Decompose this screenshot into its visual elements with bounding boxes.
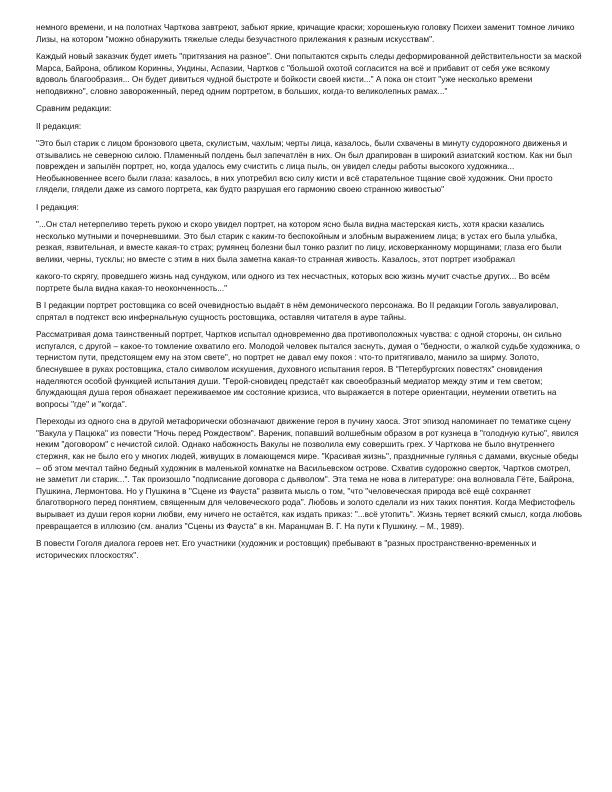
quote-edition-1-part-2: какого-то скрягу, проведшего жизнь над сундуком, или одного из тех несчастных, которых всю жизнь мучит счастье других... Во всём портрете была видна какая-то неоконченность...": [36, 271, 550, 293]
heading-compare: Сравним редакции:: [36, 103, 112, 114]
quote-edition-1-part-1: "...Он стал нетерпеливо тереть рукою и скоро увидел портрет, на котором ясно была видна мастерская кисть, хотя краски казались несколько мутными и почерневшими. Это был старик с каким-то беспокойным и злобным выражением лица; в устах его была улыбка, резкая, язвительная, и вместе какая-то страх; румянец болезни был тонко разлит по лицу, исковерканному морщинами; глаза его были велики, черны, тусклы; но вместе с этим в них была заметна какая-то странная живость. Казалось, этот портрет изображал: [36, 219, 562, 264]
quote-edition-2: "Это был старик с лицом бронзового цвета, скулистым, чахлым; черты лица, казалось, были схвачены в минуту судорожного движенья и отзывались не северною силою. Пламенный полдень был запечатлён в них. Он был драпирован в широкий азиатский костюм. Как ни был поврежден и запылён портрет, но, когда удалось ему счистить с лица пыль, он увидел следы работы высокого художника... Необыкновеннее всего были глаза: казалось, в них употребил всю силу кисти и всё старательное тщание своё художник. Они просто глядели, глядели даже из самого портрета, как будто разрушая его гармонию своею странною живостью": [36, 137, 573, 195]
paragraph-chaos-transition: Переходы из одного сна в другой метафорически обозначают движение героя в пучину хаоса. Этот эпизод напоминает по тематике сцену "Вакула у Пацюка" из повести "Ночь перед Рождеством". Вареник, попавший волшебным образом в рот кузнеца в "голодную кутью", явился неким "договором" с нечистой силой. Однако набожность Вакулы не позволила ему совершить грех. У Чарткова не было внутреннего стержня, как не было его у многих людей, живущих в ломающемся мире. "Красивая жизнь", праздничные гулянья с дамами, вкусные обеды – об этом мечтал тайно бедный художник в маленькой комнатке на Васильевском острове. Схватив судорожно сверток, Чартков смотрел, не заметит ли старик...". Так произошло "подписание договора с дьяволом". Эта тема не нова в литературе: она волновала Гёте, Байрона, Пушкина, Лермонтова. Но у Пушкина в "Сцене из Фауста" развита мысль о том, "что "человеческая природа всё ещё сохраняет благотворного перед понятием, священным для человеческого рода". Любовь и золото сделали из них таких понятия. Когда Мефистофель вырывает из души героя корни любви, ему ничего не остаётся, как издать приказ: "...всё утопить". Жизнь теряет всякий смысл, когда любовь превращается в иллюзию (см. анализ "Сцены из Фауста" в кн. Маранцман В. Г. На пути к Пушкину. – М., 1989).: [36, 416, 582, 531]
heading-edition-1: I редакция:: [36, 201, 79, 212]
paragraph-customer: Каждый новый заказчик будет иметь "притязания на разное". Они попытаются скрыть следы деформированной действительности за маской Марса, Байрона, обликом Коринны, Ундины, Аспазии, Чартков с "большой охотой согласится на всё и прибавит от себя уже всякому вдоволь благообразия... Он будет дивиться чудной быстроте и бойкости своей кисти..." А пока он стоит "уже несколько времени неподвижно", словно завороженный, перед одним портретом, в больших, когда-то великолепных рамах...": [36, 50, 582, 96]
heading-edition-2: II редакция:: [36, 120, 82, 131]
paragraph-intro: немного времени, и на полотнах Чарткова завтреют, забьют яркие, кричащие краски; хорошенькую головку Психеи заменит томное личико Лизы, на котором "можно обнаружить тяжелые следы безучастного прилежания к разным искусствам".: [36, 22, 575, 44]
paragraph-edition-comparison: В I редакции портрет ростовщика со всей очевидностью выдаёт в нём демонического персонажа. Во II редакции Гоголь завуалировал, спрятал в подтекст всю инфернальную сущность ростовщика, оставляя читателя в ауре тайны.: [36, 300, 559, 322]
paragraph-portrait-dream: Рассматривая дома таинственный портрет, Чартков испытал одновременно два противоположных чувства: с одной стороны, он сильно испугался, с другой – какое-то томление охватило его. Молодой человек пытался заснуть, думая о "бедности, о жалкой судьбе художника, о тернистом пути, предстоящем ему на этом свете", но портрет не давал ему покоя : что-то притягивало, манило за ширму. Золото, блеснувшее в руках ростовщика, стало символом искушения, духовного испытания героя. В "Петербургских повестях" сновидения наделяются особой функцией испытания души. "Герой-сновидец предстаёт как своеобразный медиатор между этим и тем светом; блуждающая душа героя обнажает переживаемое им состояние кризиса, что выражается в потере ориентации, неумении ответить на вопросы "где" и "когда".: [36, 329, 580, 409]
paragraph-dialogue: В повести Гоголя диалога героев нет. Его участники (художник и ростовщик) пребывают в "разных пространственно-временных и исторических плоскостях".: [36, 537, 537, 560]
